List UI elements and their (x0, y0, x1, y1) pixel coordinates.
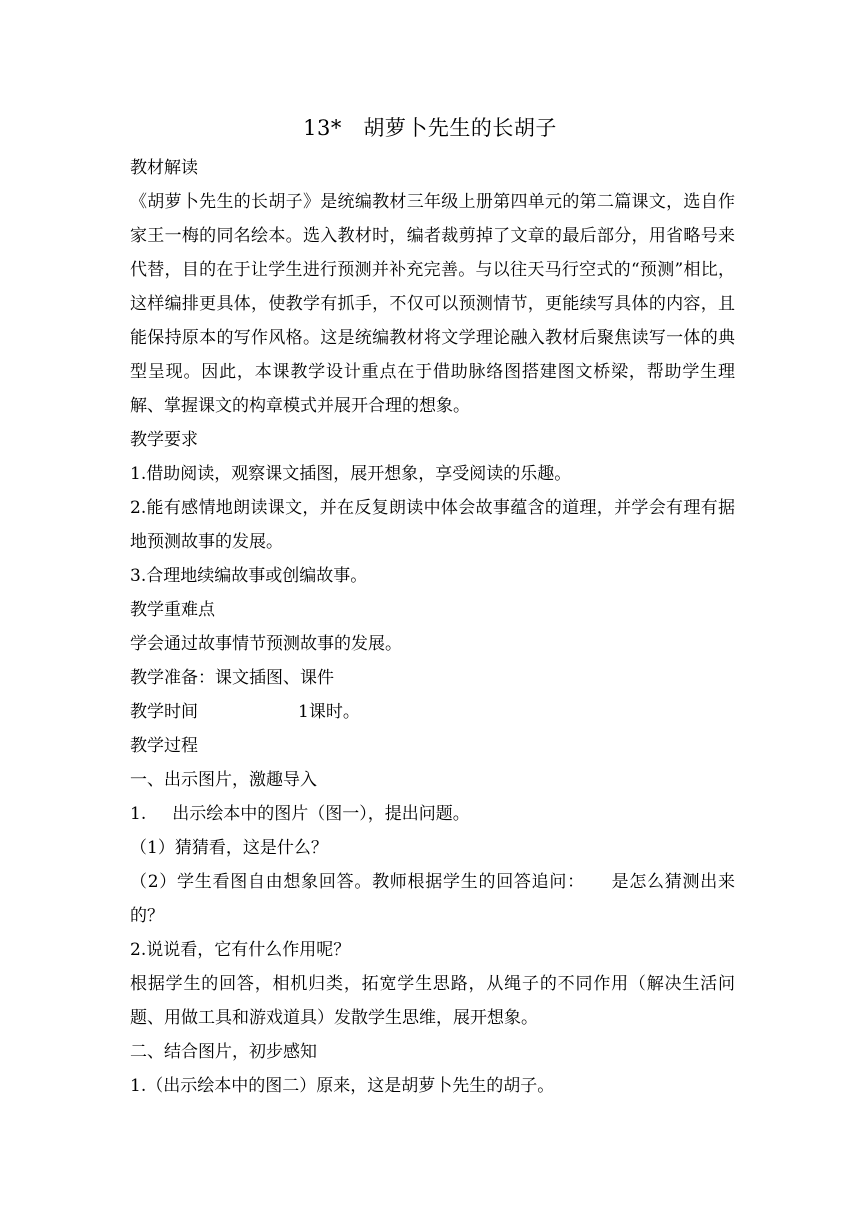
time-value: 1课时。 (298, 702, 360, 722)
key-points-paragraph: 学会通过故事情节预测故事的发展。 (130, 634, 402, 654)
section-heading-requirements: 教学要求 (130, 430, 198, 450)
step1-item-2-body: 根据学生的回答，相机归类，拓宽学生思路，从绳子的不同作用（解决生活问题、用做工具和游戏道具）发散学生思维，展开想象。 (130, 974, 735, 1028)
requirement-item-3: 3.合理地续编故事或创编故事。 (130, 566, 368, 586)
material-paragraph: 《胡萝卜先生的长胡子》是统编教材三年级上册第四单元的第二篇课文，选自作家王一梅的同名绘本。选入教材时，编者裁剪掉了文章的最后部分，用省略号来代替，目的在于让学生进行预测并补充完善。与以往天马行空式的“预测”相比，这样编排更具体，使教学有抓手，不仅可以预测情节，更能续写具体的内容，且能保持原本的写作风格。这是统编教材将文学理论融入教材后聚焦读写一体的典型呈现。因此，本课教学设计重点在于借助脉络图搭建图文桥梁，帮助学生理解、掌握课文的构章模式并展开合理的想象。 (130, 192, 735, 416)
step1-item-2: 2.说说看，它有什么作用呢？ (130, 940, 351, 960)
step1-item-1 (130, 797, 735, 831)
step1-item-1-number: 1. (130, 804, 147, 824)
step1-heading: 一、出示图片，激趣导入 (130, 770, 317, 790)
requirement-item-2: 2.能有感情地朗读课文，并在反复朗读中体会故事蕴含的道理，并学会有理有据地预测故事的发展。 (130, 498, 735, 552)
page-title: 13* 胡萝卜先生的长胡子 (303, 116, 557, 140)
step1-item-1-text: 出示绘本中的图片（图一），提出问题。 (172, 804, 470, 824)
preparation-line: 教学准备：课文插图、课件 (130, 668, 334, 688)
step1-sub-2-b: 是怎么猜测出来的？ (130, 872, 735, 926)
step1-sub-2 (130, 865, 735, 933)
section-heading-key-points: 教学重难点 (130, 600, 215, 620)
step1-sub-1: （1）猜猜看，这是什么？ (130, 838, 328, 858)
step1-sub-2-a: （2）学生看图自由想象回答。教师根据学生的回答追问： (130, 872, 585, 892)
section-heading-process: 教学过程 (130, 736, 198, 756)
time-line (130, 695, 735, 729)
step2-item-1: 1.（出示绘本中的图二）原来，这是胡萝卜先生的胡子。 (130, 1076, 555, 1096)
step2-heading: 二、结合图片，初步感知 (130, 1042, 317, 1062)
time-label: 教学时间 (130, 702, 198, 722)
document-body (130, 151, 735, 1103)
requirement-item-1: 1.借助阅读，观察课文插图，展开想象，享受阅读的乐趣。 (130, 464, 572, 484)
section-heading-material: 教材解读 (130, 158, 198, 178)
